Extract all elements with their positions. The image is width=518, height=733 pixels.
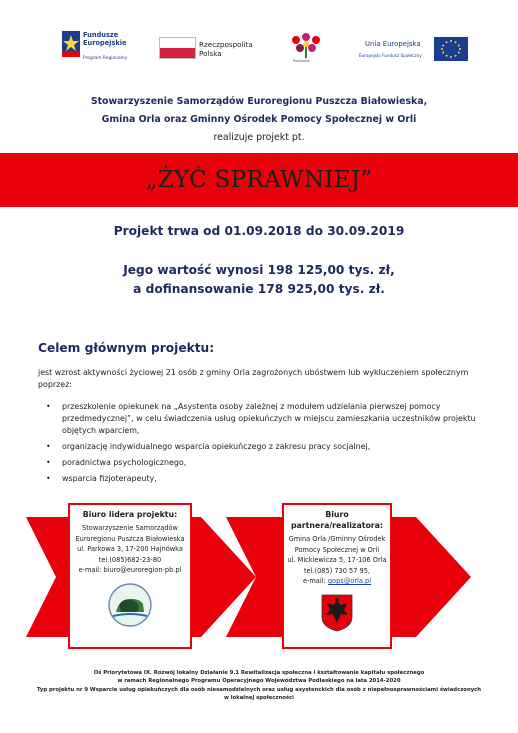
footer-line1: Oś Priorytetowa IX. Rozwój lokalny Działanie 9.1 Rewitalizacja społeczna i kształtowanie kapitału społecznego — [93, 670, 425, 676]
leader-line3: ul. Parkowa 3, 17-200 Hajnówka — [77, 545, 183, 553]
funds-program: Program Regionalny — [83, 56, 128, 61]
title-banner — [0, 153, 518, 207]
partner-line1: Gmina Orla /Gminny Ośrodek — [288, 535, 386, 543]
partner-phone: tel.(085) 730 57 95, — [303, 566, 371, 575]
value-line2: a dofinansowanie 178 925,00 tys. zł. — [133, 282, 385, 296]
list-item — [44, 457, 484, 469]
podlaskie-logo — [290, 28, 324, 70]
ue-fund: Europejski Fundusz Społeczny — [359, 53, 422, 58]
funds-line1: Fundusze — [83, 31, 119, 39]
project-value — [0, 261, 518, 299]
leader-address — [70, 523, 190, 576]
funds-logo — [62, 28, 150, 70]
leader-heading: Biuro lidera projektu: — [82, 510, 178, 519]
bullet-icon: • — [46, 474, 51, 483]
rp-name — [199, 40, 253, 58]
partner-line2: Pomocy Społecznej w Orli — [294, 545, 380, 554]
podlaskie-flower-icon — [290, 32, 322, 58]
project-title: „ŻYĆ SPRAWNIEJ” — [145, 167, 373, 193]
orla-coat-of-arms-icon — [320, 593, 354, 633]
partner-email-label: e-mail: — [302, 577, 326, 585]
funds-name — [83, 31, 153, 47]
partner-office-box — [282, 503, 392, 649]
footer-line2: w ramach Regionalnego Programu Operacyjnego Województwa Podlaskiego na lata 2014-2020 — [117, 678, 401, 685]
goal-list — [44, 401, 484, 489]
polish-flag-icon — [159, 37, 196, 59]
intro-line1: Stowarzyszenie Samorządów Euroregionu Puszcza Białowieska, — [90, 96, 428, 107]
list-item — [44, 473, 484, 485]
podlaskie-caption: Podlaskie — [293, 59, 310, 63]
leader-email[interactable]: e-mail: biuro@euroregion-pb.pl — [78, 566, 182, 574]
intro-text — [0, 93, 518, 147]
list-item — [44, 401, 484, 437]
list-item-text: poradnictwa psychologicznego, — [62, 458, 187, 467]
leader-office-box — [68, 503, 192, 649]
value-line1: Jego wartość wynosi 198 125,00 tys. zł, — [123, 263, 395, 277]
footer-line4: w lokalnej społeczności — [223, 695, 294, 702]
list-item-text: wsparcia fizjoterapeuty, — [62, 474, 157, 483]
list-item-text: organizację indywidualnego wsparcia opiekuńczego z zakresu pracy socjalnej, — [62, 442, 371, 451]
rp-line2: Polska — [199, 49, 222, 58]
bullet-icon: • — [46, 442, 51, 451]
intro-line2: Gmina Orla oraz Gminny Ośrodek Pomocy Społecznej w Orli — [101, 114, 417, 125]
partner-email-link[interactable]: gops@orla.pl — [327, 577, 372, 585]
eu-flag-icon — [434, 37, 468, 61]
funds-line2: Europejskie — [83, 39, 127, 47]
leader-phone: tel.(085)682-23-80 — [98, 555, 162, 564]
ue-logo — [353, 28, 468, 70]
intro-line3: realizuje projekt pt. — [213, 132, 305, 143]
footer — [0, 669, 518, 703]
bullet-icon: • — [46, 458, 51, 467]
goal-heading: Celem głównym projektu: — [38, 341, 215, 355]
list-item — [44, 441, 484, 453]
rp-line1: Rzeczpospolita — [199, 40, 253, 49]
partner-address — [284, 534, 390, 587]
partner-heading — [284, 509, 390, 531]
partner-email — [284, 576, 390, 587]
leader-line2: Euroregionu Puszcza Białowieska — [75, 534, 185, 543]
bullet-icon: • — [46, 402, 51, 411]
partner-heading-line2: partnera/realizatora: — [290, 521, 384, 530]
partner-line3: ul. Mickiewicza 5, 17-106 Orla — [287, 556, 387, 564]
project-duration: Projekt trwa od 01.09.2018 do 30.09.2019 — [113, 224, 405, 238]
funds-star-icon — [62, 31, 80, 57]
ue-name: Unia Europejska — [365, 40, 421, 48]
bison-emblem-icon — [107, 582, 153, 628]
leader-line1: Stowarzyszenie Samorządów — [82, 524, 178, 532]
list-item-text: przeszkolenie opiekunek na „Asystenta osoby zależnej z modułem udzielania pierwszej pomocy przedmedycznej”, w celu świadczenia usług opiekuńczych w miejscu zamieszkania uczestników projektu objętych wparciem, — [62, 402, 476, 435]
partner-heading-line1: Biuro — [325, 510, 349, 519]
logo-bar — [0, 28, 518, 70]
goal-description: jest wzrost aktywności życiowej 21 osób z gminy Orla zagrożonych ubóstwem lub wykluczeniem społecznym poprzez: — [38, 368, 469, 389]
rp-logo — [159, 28, 262, 70]
footer-line3: Typ projektu nr 9 Wsparcie usług opiekuńczych dla osób niesamodzielnych oraz usług asystenckich dla osób z niepełnosprawnościami świadczonych — [36, 686, 482, 693]
